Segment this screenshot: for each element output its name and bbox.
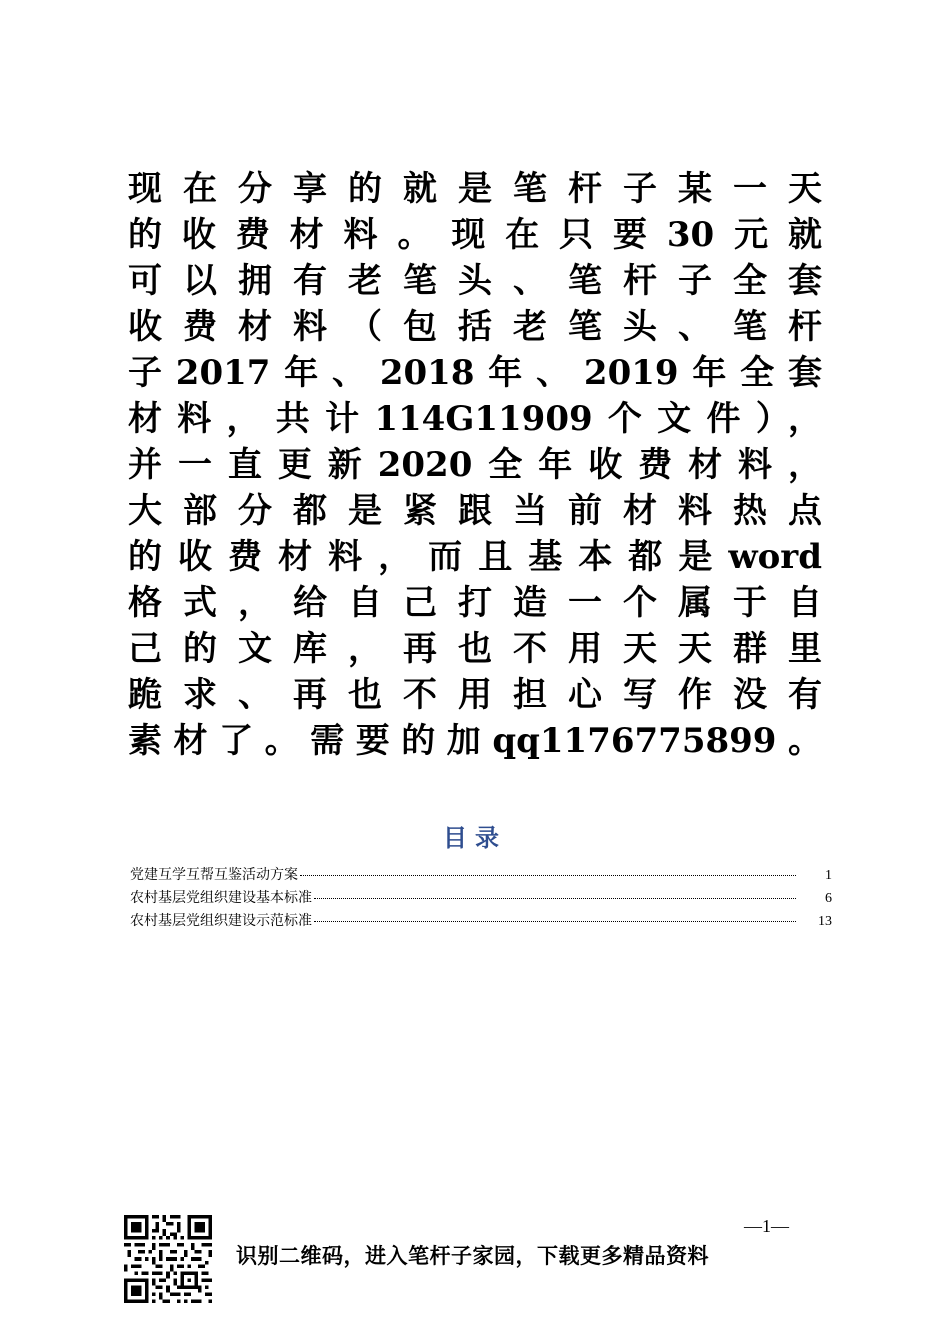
toc-entry-title[interactable]: 农村基层党组织建设基本标准 [130,890,312,906]
intro-line: 格式，给自己打造一个属于自 [128,583,822,623]
footer-caption: 识别二维码，进入笔杆子家园，下载更多精品资料 [236,1243,709,1268]
intro-line: 现在分享的就是笔杆子某一天 [128,169,822,209]
intro-line: 的收费材料。现在只要30元就 [128,215,822,255]
intro-line: 素材了。需要的加qq1176775899。 [128,721,822,761]
toc-title: 目录 [443,823,507,852]
toc-entry-page[interactable]: 6 [825,891,832,906]
toc-entry-title[interactable]: 农村基层党组织建设示范标准 [130,913,312,929]
intro-line: 大部分都是紧跟当前材料热点 [128,491,822,531]
toc-leader-dots [300,875,796,876]
qr-code-icon [124,1215,212,1303]
intro-line: 己的文库，再也不用天天群里 [128,629,822,669]
table-of-contents [130,864,832,933]
toc-leader-dots [314,898,796,899]
intro-line: 可以拥有老笔头、笔杆子全套 [128,261,822,301]
intro-paragraph [128,166,822,764]
toc-entry[interactable] [130,864,832,887]
intro-line: 收费材料（包括老笔头、笔杆 [128,307,822,347]
intro-line: 子2017年、2018年、2019年全套 [128,353,822,393]
toc-entry-title[interactable]: 党建互学互帮互鉴活动方案 [130,867,298,883]
intro-line: 并一直更新2020全年收费材料， [128,445,822,485]
toc-entry[interactable] [130,910,832,933]
page-number: —1— [744,1216,789,1236]
intro-line: 的收费材料，而且基本都是word [128,537,822,577]
toc-entry-page[interactable]: 1 [825,868,832,883]
toc-leader-dots [314,921,796,922]
intro-line: 材料，共计114G11909个文件）， [128,399,822,439]
toc-entry-page[interactable]: 13 [818,914,832,929]
intro-line: 跪求、再也不用担心写作没有 [128,675,822,715]
toc-entry[interactable] [130,887,832,910]
